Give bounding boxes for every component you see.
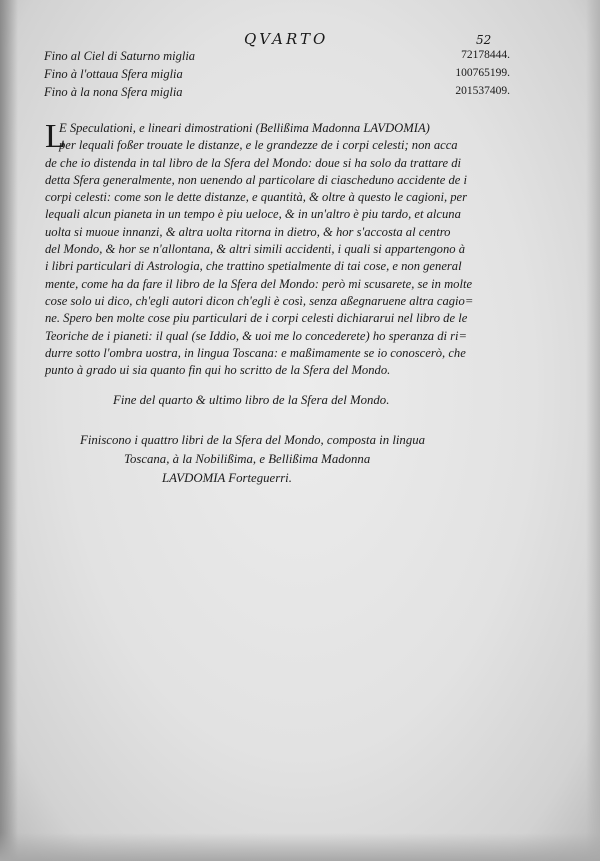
distance-label: Fino à la nona Sfera miglia: [44, 85, 183, 99]
body-line: per lequali foßer trouate le distanze, e le grandezze de i corpi celesti; non acca: [59, 138, 458, 153]
bottom-edge-shadow: [0, 833, 600, 861]
body-line: corpi celesti: come son le dette distanze, e quantità, & oltre à questo le cagioni, per: [45, 190, 468, 205]
distance-label: Fino al Ciel di Saturno miglia: [44, 49, 196, 63]
distance-row: [44, 85, 510, 103]
running-head: QVARTO: [244, 30, 329, 48]
edge-shadow: [586, 0, 600, 861]
colophon-line: LAVDOMIA Forteguerri.: [162, 471, 292, 485]
distance-row: [44, 49, 510, 67]
drop-cap: L: [45, 118, 66, 155]
distance-label: Fino à l'ottaua Sfera miglia: [44, 67, 183, 81]
body-line: ne. Spero ben molte cose piu particulari de i corpi celesti dichiararui nel libro de le: [45, 311, 468, 326]
colophon: [80, 431, 540, 488]
body-line: uolta si muoue innanzi, & altra uolta ritorna in dietro, & hor s'accosta al centro: [45, 224, 451, 239]
distance-value: 201537409.: [455, 85, 510, 97]
body-line: detta Sfera generalmente, non uenendo al particolare di ciascheduno accidente de i: [45, 172, 468, 187]
body-paragraph: [45, 120, 517, 379]
distance-value: 72178444.: [461, 49, 510, 61]
distance-value: 100765199.: [455, 67, 510, 79]
colophon-line: Toscana, à la Nobilißima, e Bellißima Madonna: [124, 452, 371, 466]
body-line: mente, come ha da fare il libro de la Sfera del Mondo: però mi scusarete, se in molte: [45, 276, 473, 291]
body-line: cose solo ui dico, ch'egli autori dicon ch'egli è così, senza aßegnaruene altra cagio=: [45, 293, 474, 308]
body-line: Teoriche de i pianeti: il qual (se Iddio, & uoi me lo concederete) ho speranza di ri=: [45, 328, 468, 343]
page-number: 52: [476, 33, 492, 47]
body-line: punto à grado ui sia quanto fin qui ho scritto de la Sfera del Mondo.: [45, 363, 391, 378]
body-line: E Speculationi, e lineari dimostrationi (Bellißima Madonna LAVDOMIA): [59, 121, 430, 135]
body-line: i libri particulari di Astrologia, che trattino spetialmente di tai cose, e non general: [45, 259, 462, 274]
book-ending-line: Fine del quarto & ultimo libro de la Sfera del Mondo.: [113, 393, 390, 407]
body-line: durre sotto l'ombra uostra, in lingua Toscana: e maßimamente se io conoscerò, che: [45, 345, 466, 360]
body-line: de che io distenda in tal libro de la Sfera del Mondo: doue si ha solo da trattare di: [45, 155, 462, 170]
distance-table: [44, 49, 510, 103]
gutter-shadow: [0, 0, 18, 861]
colophon-line: Finiscono i quattro libri de la Sfera del Mondo, composta in lingua: [80, 433, 426, 447]
body-line: del Mondo, & hor se n'allontana, & altri simili accidenti, i quali si appartengono à: [45, 242, 466, 257]
distance-row: [44, 67, 510, 85]
body-line: lequali alcun pianeta in un tempo è piu ueloce, & in un'altro è piu tardo, et alcuna: [45, 207, 461, 222]
